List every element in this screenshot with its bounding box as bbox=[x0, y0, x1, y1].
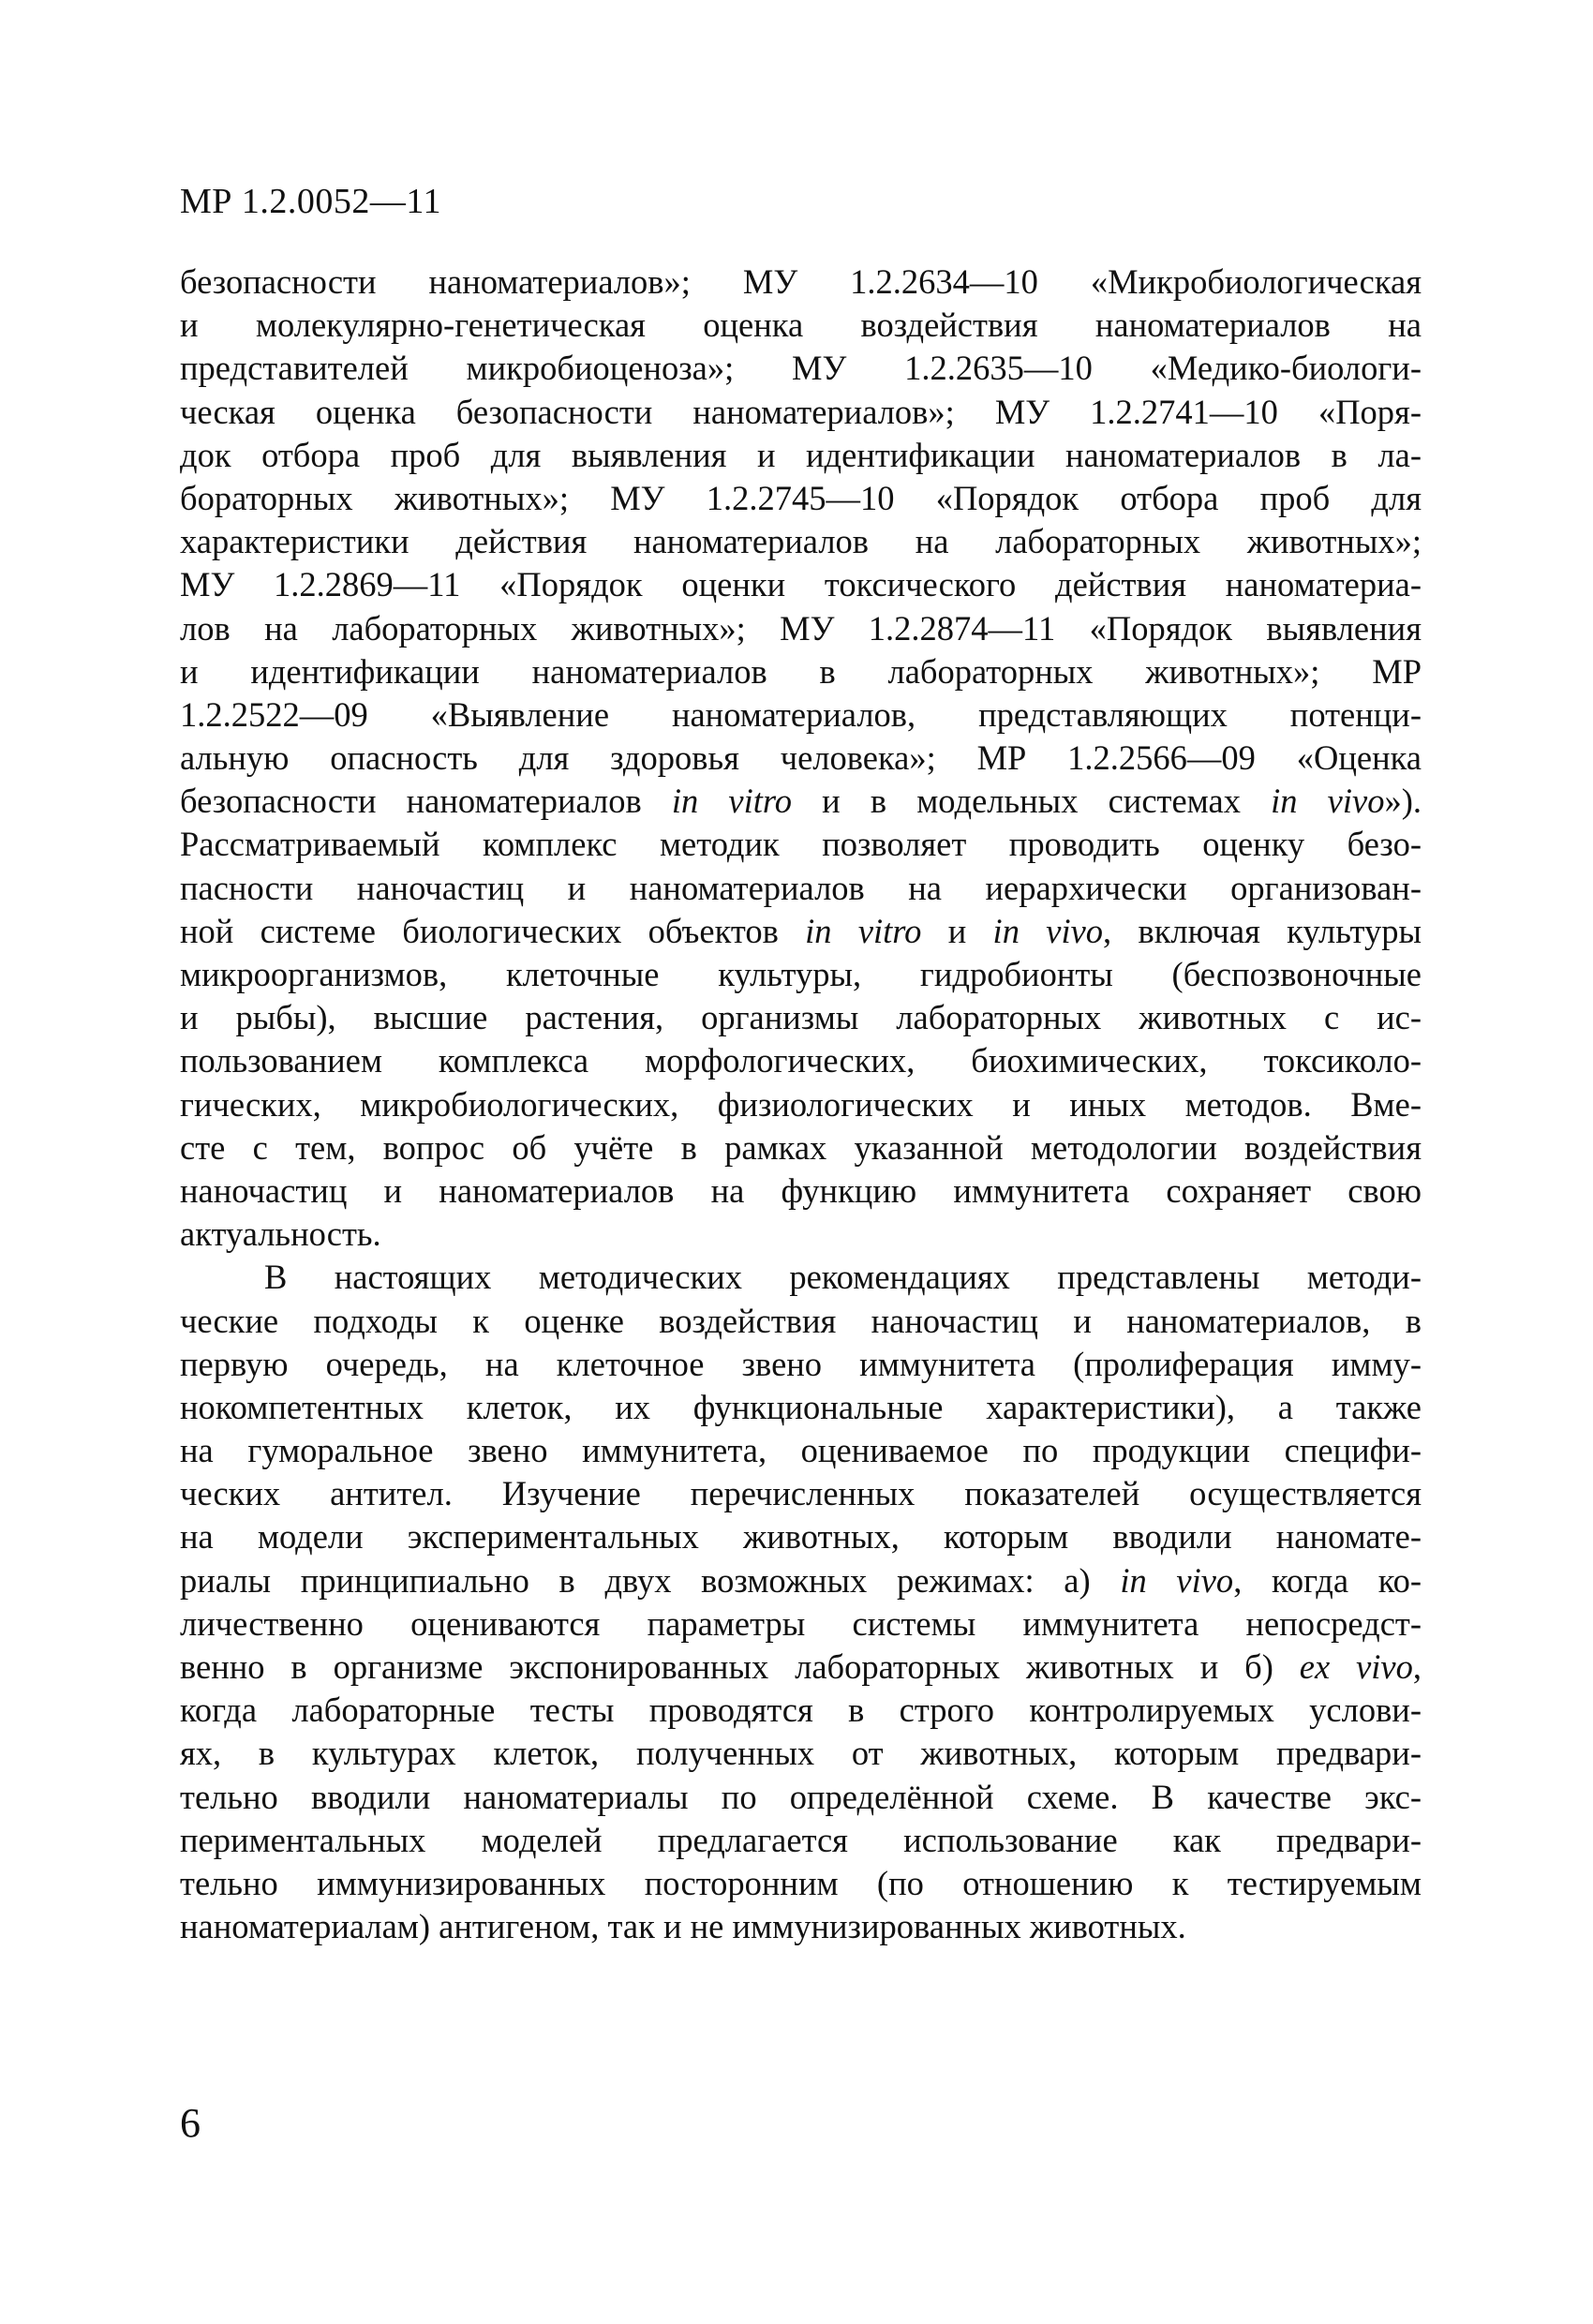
text-line bbox=[180, 953, 1422, 996]
text-line bbox=[180, 1300, 1422, 1343]
text-segment: пользованием комплекса морфологических, биохимических, токсиколо- bbox=[180, 1041, 1422, 1080]
text-segment: наноматериалам) антигеном, так и не иммунизированных животных. bbox=[180, 1907, 1186, 1946]
text-line bbox=[180, 347, 1422, 390]
text-segment: МУ 1.2.2869—11 «Порядок оценки токсического действия наноматериа- bbox=[180, 565, 1422, 604]
text-line bbox=[180, 1256, 1422, 1299]
text-line bbox=[180, 910, 1422, 953]
text-segment: ческая оценка безопасности наноматериалов»; МУ 1.2.2741—10 «Поря- bbox=[180, 392, 1422, 431]
text-line bbox=[180, 1776, 1422, 1819]
text-line bbox=[180, 1083, 1422, 1126]
text-line bbox=[180, 1126, 1422, 1169]
text-line bbox=[180, 1472, 1422, 1515]
text-segment: ной системе биологических объектов bbox=[180, 911, 806, 950]
text-segment: нокомпетентных клеток, их функциональные характеристики), а также bbox=[180, 1387, 1422, 1426]
text-line bbox=[180, 1689, 1422, 1732]
text-segment: ческих антител. Изучение перечисленных показателей осуществляется bbox=[180, 1474, 1422, 1513]
text-segment: безопасности наноматериалов»; МУ 1.2.2634—10 «Микробиологическая bbox=[180, 262, 1422, 301]
text-segment: 1.2.2522—09 «Выявление наноматериалов, представляющих потенци- bbox=[180, 694, 1422, 734]
text-segment: личественно оцениваются параметры системы иммунитета непосредст- bbox=[180, 1603, 1422, 1643]
text-segment: периментальных моделей предлагается использование как предвари- bbox=[180, 1820, 1422, 1859]
text-line bbox=[180, 1862, 1422, 1905]
italic-term: in vivo bbox=[992, 911, 1104, 950]
text-segment: альную опасность для здоровья человека»; МР 1.2.2566—09 «Оценка bbox=[180, 738, 1422, 778]
text-segment: и молекулярно-генетическая оценка воздействия наноматериалов на bbox=[180, 305, 1422, 345]
text-segment: док отбора проб для выявления и идентификации наноматериалов в ла- bbox=[180, 435, 1422, 474]
paragraph bbox=[180, 261, 1422, 1256]
text-segment: и рыбы), высшие растения, организмы лабораторных животных с ис- bbox=[180, 998, 1422, 1037]
text-segment: , включая культуры bbox=[1103, 911, 1422, 950]
text-line bbox=[180, 1039, 1422, 1082]
text-segment: сте с тем, вопрос об учёте в рамках указанной методологии воздействия bbox=[180, 1127, 1422, 1167]
text-line bbox=[180, 650, 1422, 693]
text-line bbox=[180, 1343, 1422, 1386]
text-segment: венно в организме экспонированных лабораторных животных и б) bbox=[180, 1647, 1300, 1686]
text-segment: когда лабораторные тесты проводятся в строго контролируемых услови- bbox=[180, 1691, 1422, 1730]
italic-term: in vitro bbox=[671, 782, 792, 821]
text-segment: лов на лабораторных животных»; МУ 1.2.2874—11 «Порядок выявления bbox=[180, 608, 1422, 648]
italic-term: in vitro bbox=[805, 911, 922, 950]
text-line bbox=[180, 607, 1422, 650]
text-segment: характеристики действия наноматериалов на лабораторных животных»; bbox=[180, 522, 1422, 561]
text-line bbox=[180, 1386, 1422, 1429]
text-line bbox=[180, 780, 1422, 823]
text-line bbox=[180, 304, 1422, 347]
text-line bbox=[180, 996, 1422, 1039]
text-segment: на гуморальное звено иммунитета, оцениваемое по продукции специфи- bbox=[180, 1431, 1422, 1470]
text-segment: , когда ко- bbox=[1233, 1560, 1422, 1600]
text-line bbox=[180, 1602, 1422, 1646]
text-segment: ях, в культурах клеток, полученных от животных, которым предвари- bbox=[180, 1734, 1422, 1773]
text-segment: и bbox=[921, 911, 993, 950]
text-segment: , bbox=[1412, 1647, 1422, 1686]
text-line bbox=[180, 1819, 1422, 1862]
text-line bbox=[180, 1213, 1422, 1256]
text-segment: и идентификации наноматериалов в лабораторных животных»; МР bbox=[180, 651, 1422, 691]
text-line bbox=[180, 1559, 1422, 1602]
text-segment: представителей микробиоценоза»; МУ 1.2.2635—10 «Медико-биологи- bbox=[180, 349, 1422, 388]
text-line bbox=[180, 1905, 1422, 1948]
text-segment: бораторных животных»; МУ 1.2.2745—10 «Порядок отбора проб для bbox=[180, 478, 1422, 517]
text-segment: на модели экспериментальных животных, которым вводили наномате- bbox=[180, 1517, 1422, 1557]
text-line bbox=[180, 434, 1422, 477]
italic-term: in vivo bbox=[1271, 782, 1385, 821]
text-segment: риалы принципиально в двух возможных режимах: а) bbox=[180, 1560, 1121, 1600]
text-line bbox=[180, 477, 1422, 520]
page-number: 6 bbox=[180, 2100, 201, 2146]
text-segment: наночастиц и наноматериалов на функцию иммунитета сохраняет свою bbox=[180, 1170, 1422, 1210]
text-segment: актуальность. bbox=[180, 1214, 381, 1254]
text-segment: Рассматриваемый комплекс методик позволяет проводить оценку безо- bbox=[180, 825, 1422, 864]
text-line bbox=[180, 1429, 1422, 1472]
document-body bbox=[180, 261, 1422, 1948]
text-line bbox=[180, 391, 1422, 434]
text-line bbox=[180, 1169, 1422, 1213]
document-header: МР 1.2.0052—11 bbox=[180, 182, 442, 221]
text-line bbox=[180, 520, 1422, 563]
text-segment: первую очередь, на клеточное звено иммунитета (пролиферация имму- bbox=[180, 1344, 1422, 1383]
text-segment: гических, микробиологических, физиологических и иных методов. Вме- bbox=[180, 1084, 1422, 1124]
text-segment: и в модельных системах bbox=[792, 782, 1272, 821]
text-segment: микроорганизмов, клеточные культуры, гидробионты (беспозвоночные bbox=[180, 955, 1422, 993]
text-segment: тельно вводили наноматериалы по определённой схеме. В качестве экс- bbox=[180, 1777, 1422, 1816]
text-line bbox=[180, 563, 1422, 606]
text-line bbox=[180, 1515, 1422, 1558]
text-line bbox=[180, 261, 1422, 304]
italic-term: ex vivo bbox=[1299, 1647, 1413, 1686]
text-line bbox=[180, 867, 1422, 910]
text-segment: пасности наночастиц и наноматериалов на иерархически организован- bbox=[180, 868, 1422, 907]
text-line bbox=[180, 693, 1422, 737]
text-segment: »). bbox=[1384, 782, 1422, 821]
text-line bbox=[180, 823, 1422, 866]
text-segment: безопасности наноматериалов bbox=[180, 782, 672, 821]
text-line bbox=[180, 1646, 1422, 1689]
italic-term: in vivo bbox=[1120, 1560, 1234, 1600]
paragraph bbox=[180, 1256, 1422, 1948]
text-segment: ческие подходы к оценке воздействия наночастиц и наноматериалов, в bbox=[180, 1301, 1422, 1340]
text-line bbox=[180, 1732, 1422, 1775]
text-line bbox=[180, 737, 1422, 780]
text-segment: В настоящих методических рекомендациях представлены методи- bbox=[264, 1258, 1422, 1297]
text-segment: тельно иммунизированных посторонним (по отношению к тестируемым bbox=[180, 1863, 1422, 1902]
